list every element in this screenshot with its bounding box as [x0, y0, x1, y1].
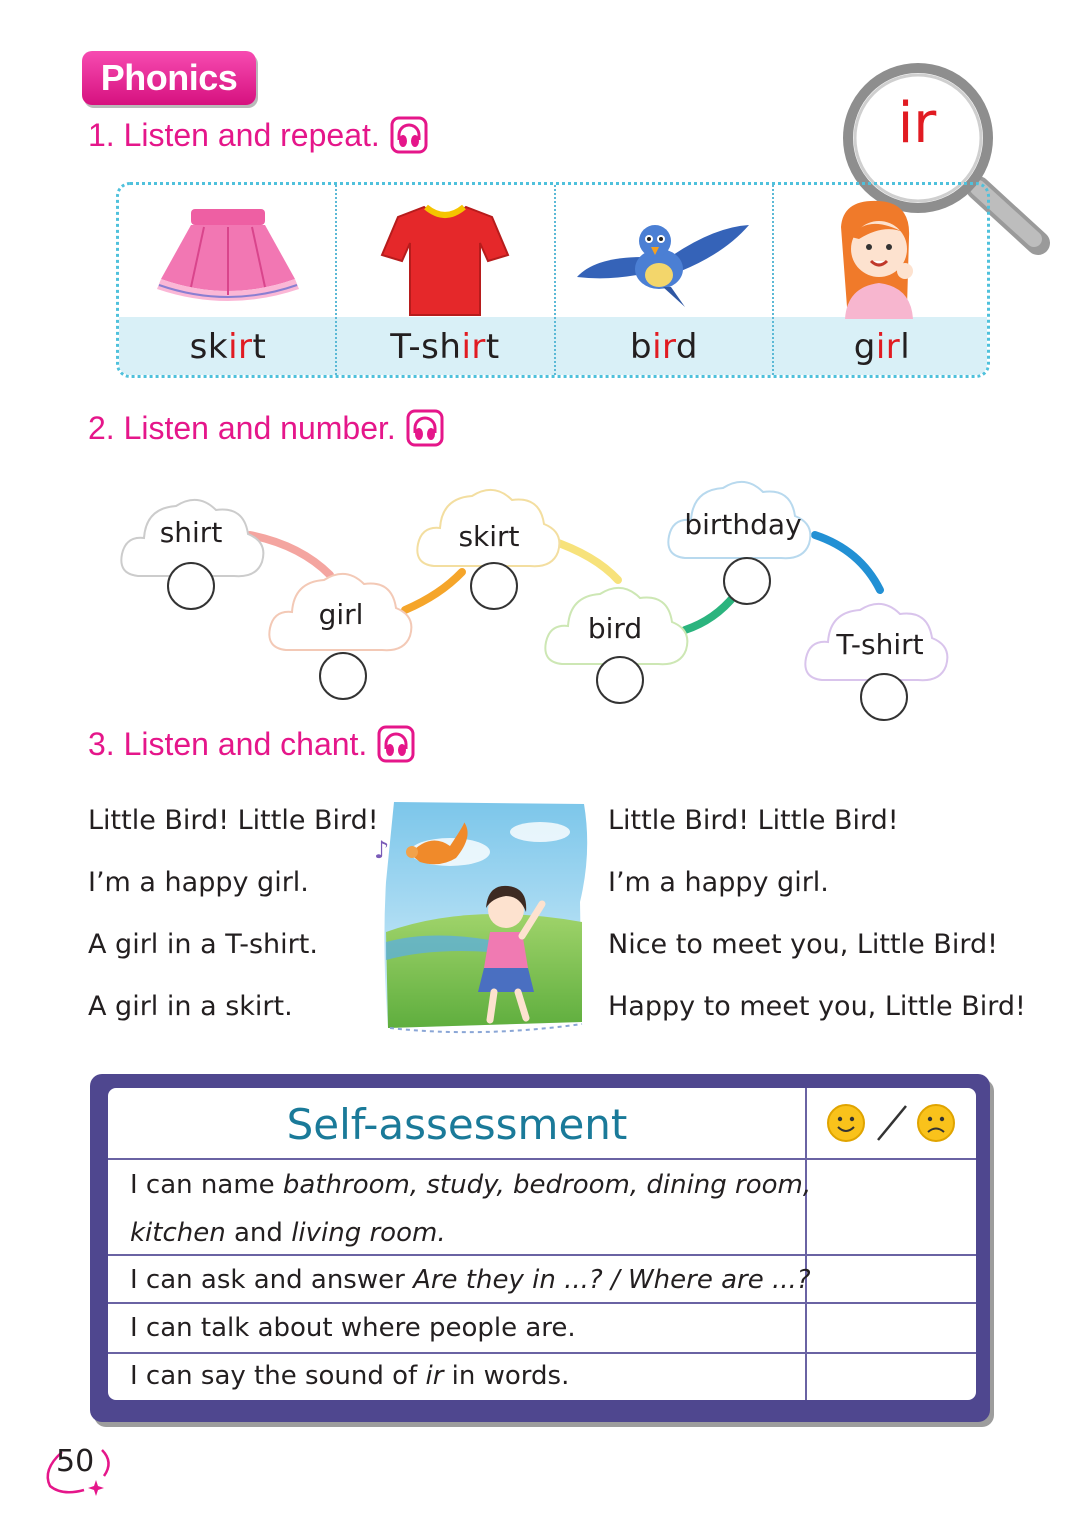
answer-circle[interactable] [596, 656, 644, 704]
row-text: in words. [443, 1361, 570, 1391]
word-part: b [629, 327, 653, 367]
page-number: 50 [56, 1444, 95, 1479]
word-part: g [853, 327, 876, 367]
self-assessment-title: Self-assessment [286, 1099, 628, 1149]
assessment-row [130, 1218, 446, 1248]
assessment-row [130, 1265, 811, 1295]
assessment-row [130, 1170, 811, 1200]
row-text-italic: ir [425, 1361, 444, 1391]
focus-sound: ir [897, 91, 937, 156]
chant-line: Little Bird! Little Bird! [608, 805, 899, 836]
section-badge: Phonics [82, 51, 256, 105]
table-row-divider [108, 1254, 976, 1256]
exercise-2-title: 2. Listen and number. [88, 409, 396, 446]
bird-picture [555, 197, 773, 319]
faces-header [826, 1102, 958, 1144]
headphones-icon[interactable] [406, 409, 444, 447]
svg-text:♪: ♪ [374, 836, 390, 864]
answer-circle[interactable] [319, 652, 367, 700]
chant-line: A girl in a skirt. [88, 991, 293, 1022]
word-bird [555, 327, 773, 367]
answer-circle[interactable] [860, 673, 908, 721]
word-part: t [252, 327, 267, 367]
exercise-2-heading [88, 409, 444, 447]
word-highlight: ir [652, 327, 676, 367]
word-part: d [675, 327, 698, 367]
chant-line: Nice to meet you, Little Bird! [608, 929, 998, 960]
word-highlight: ir [875, 327, 901, 367]
exercise-1-title: 1. Listen and repeat. [88, 116, 380, 153]
answer-circle[interactable] [470, 562, 518, 610]
row-text: I can say the sound of [130, 1361, 426, 1391]
word-girl [773, 327, 990, 367]
chant-line: Little Bird! Little Bird! [88, 805, 379, 836]
exercise-1-heading [88, 116, 428, 154]
row-text: I can ask and answer [130, 1265, 414, 1295]
answer-circle[interactable] [723, 557, 771, 605]
row-text: I can talk about where people are. [130, 1313, 576, 1343]
girl-picture [773, 197, 990, 319]
sad-face-icon [918, 1105, 954, 1141]
happy-face-icon [828, 1105, 864, 1141]
headphones-icon[interactable] [377, 725, 415, 763]
chant-illustration [370, 792, 600, 1040]
table-row-divider [108, 1352, 976, 1354]
cloud-word-birthday: birthday [684, 508, 802, 541]
cloud-word-t-shirt: T-shirt [836, 628, 924, 661]
cloud-word-girl: girl [318, 598, 364, 631]
table-row-divider [108, 1302, 976, 1304]
row-text: and [225, 1218, 292, 1248]
row-text-italic: living room [291, 1218, 438, 1248]
headphones-icon[interactable] [390, 116, 428, 154]
word-highlight: ir [228, 327, 253, 367]
row-text-italic: bathroom, study, bedroom, dining room, [282, 1170, 812, 1200]
word-part: l [900, 327, 911, 367]
row-text-italic: Are they in ...? / Where are ...? [413, 1265, 811, 1295]
cloud-word-shirt: shirt [159, 516, 223, 549]
cloud-word-skirt: skirt [458, 520, 520, 553]
assessment-row [130, 1361, 569, 1391]
chant-line: I’m a happy girl. [608, 867, 829, 898]
chant-line: I’m a happy girl. [88, 867, 309, 898]
answer-circle[interactable] [167, 562, 215, 610]
chant-line: Happy to meet you, Little Bird! [608, 991, 1026, 1022]
cloud-word-bird: bird [587, 612, 643, 645]
exercise-3-title: 3. Listen and chant. [88, 725, 368, 762]
exercise-3-heading [88, 725, 415, 763]
row-text-italic: kitchen [130, 1218, 226, 1248]
row-text: . [437, 1218, 446, 1248]
row-text: I can name [130, 1170, 283, 1200]
word-part: T-sh [390, 327, 462, 367]
word-cards-panel [116, 182, 990, 378]
word-part: t [485, 327, 500, 367]
word-highlight: ir [461, 327, 486, 367]
table-row-divider [108, 1158, 976, 1160]
t-shirt-picture [336, 197, 554, 319]
word-part: sk [189, 327, 229, 367]
word-t-shirt [336, 327, 554, 367]
word-skirt [119, 327, 337, 367]
skirt-picture [119, 197, 337, 319]
assessment-row [130, 1313, 576, 1343]
chant-line: A girl in a T-shirt. [88, 929, 318, 960]
